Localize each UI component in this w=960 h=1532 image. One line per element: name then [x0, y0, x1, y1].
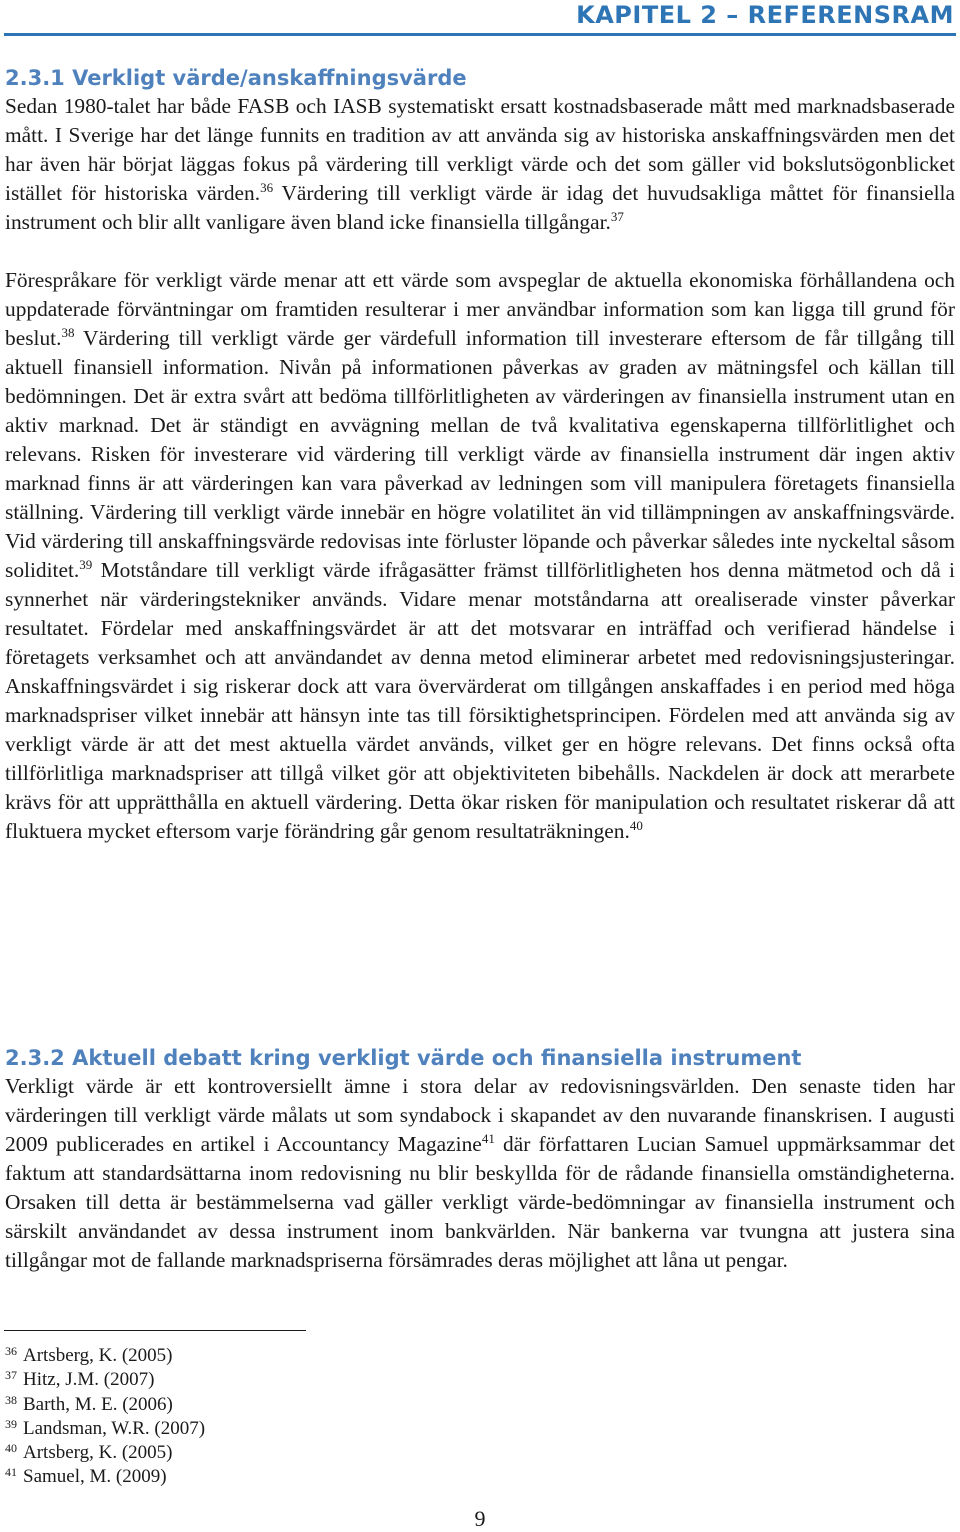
- footnote-item: [5, 1344, 605, 1368]
- paragraph-3: [5, 1072, 955, 1275]
- footnote-ref-38[interactable]: 38: [61, 324, 75, 340]
- footnote-text: Artsberg, K. (2005): [23, 1345, 173, 1366]
- footnote-item: [5, 1368, 605, 1392]
- paragraph-text: där författaren Lucian Samuel uppmärksammar det faktum att standardsättarna inom redovisning nu blir beskyllda för de rådande finansiella omständigheterna. Orsaken till detta är bestämmelserna vad gäller verkligt värde-bedömningar av finansiella instrument och särskilt användandet av dessa instrument inom bankvärlden. När bankerna var tvungna att justera sina tillgångar mot de fallande marknadspriserna försämrades deras möjlighet att låna ut pengar.: [5, 1132, 955, 1272]
- section-2-3-2: [5, 1044, 955, 1275]
- footnote-text: Hitz, J.M. (2007): [23, 1369, 155, 1391]
- footnote-separator: [4, 1330, 306, 1331]
- footnote-ref-40[interactable]: 40: [629, 817, 643, 833]
- paragraph-text: Förespråkare för verkligt värde menar att ett värde som avspeglar de aktuella ekonomiska förhållandena och uppdaterade förväntningar om framtiden resulterar i mer användbar information som kan ligga till grund för beslut.: [5, 268, 955, 350]
- footnote-ref-37[interactable]: 37: [610, 208, 624, 224]
- paragraph-text: Värdering till verkligt värde är idag det huvudsakliga måttet för finansiella instrument och blir allt vanligare även bland icke finansiella tillgångar.: [5, 181, 955, 234]
- header-rule: [4, 33, 956, 36]
- footnote-item: [5, 1465, 605, 1489]
- footnote-number: 37: [5, 1368, 17, 1383]
- footnote-number: 36: [5, 1344, 17, 1358]
- paragraph-text: Värdering till verkligt värde ger värdefull information till investerare eftersom de får tillgång till aktuell finansiell information. Nivån på informationen påverkas av graden av mätningsfel och källan till bedömningen. Det är extra svårt att bedöma tillförlitligheten av värderingen av finansiella instrument utan en aktiv marknad. Det är ständigt en avvägning mellan de två kvalitativa egenskaperna tillförlitlighet och relevans. Risken för investerare vid värdering till verkligt värde av finansiella instrument där ingen aktiv marknad finns är att värderingen kan vara påverkad av ledningen som vill manipulera företagets finansiella ställning. Värdering till verkligt värde innebär en högre volatilitet än vid tillämpningen av anskaffningsvärde. Vid värdering till anskaffningsvärde redovisas inte förluster löpande och påverkar således inte nyckeltal såsom soliditet.: [5, 326, 955, 582]
- footnotes: [5, 1344, 605, 1490]
- footnote-text: Artsberg, K. (2005): [23, 1442, 173, 1464]
- paragraph-text: Sedan 1980-talet har både FASB och IASB systematiskt ersatt kostnadsbaserade mått med marknadsbaserade mått. I Sverige har det länge funnits en tradition av att använda sig av historiska anskaffningsvärden men det har även här börjat läggas fokus på värdering till verkligt värde och det som gäller vid bokslutsögonblicket istället för historiska värden.: [5, 94, 955, 205]
- section-2-3-1: [5, 64, 955, 846]
- section-heading-2-3-2: 2.3.2 Aktuell debatt kring verkligt värde och finansiella instrument: [5, 1046, 802, 1070]
- footnote-number: 39: [5, 1416, 17, 1431]
- paragraph-text: Motståndare till verkligt värde ifrågasätter främst tillförlitligheten hos denna mätmetod och då i synnerhet när värderingstekniker används. Vidare menar motståndarna att orealiserade vinster påverkar resultatet. Fördelar med anskaffningsvärdet är att det motsvarar en inträffad och verifierad händelse i företagets verksamhet och att användandet av denna metod eliminerar arbetet med redovisningsjusteringar. Anskaffningsvärdet i sig riskerar dock att vara övervärderat om tillgången anskaffades i en period med höga marknadspriser vilket innebär att hänsyn inte tas till försiktighetsprincipen. Fördelen med att använda sig av verkligt värde är att det mest aktuella värdet används, vilket ger en högre relevans. Det finns också ofta tillförlitliga marknadspriser att tillgå vilket gör att objektiviteten bibehålls. Nackdelen är dock att merarbete krävs för att upprätthålla en aktuell värdering. Detta ökar risken för manipulation och resultatet riskerar då att fluktuera mycket eftersom varje förändring går genom resultaträkningen.: [5, 558, 955, 843]
- footnote-item: [5, 1417, 605, 1441]
- chapter-header: KAPITEL 2 – REFERENSRAM: [576, 1, 954, 29]
- footnote-text: Barth, M. E. (2006): [23, 1393, 173, 1415]
- footnote-text: Samuel, M. (2009): [23, 1466, 167, 1488]
- footnote-ref-39[interactable]: 39: [79, 556, 93, 572]
- footnote-number: 40: [5, 1441, 17, 1456]
- paragraph-spacer: [5, 237, 955, 266]
- footnote-ref-36[interactable]: 36: [260, 179, 274, 195]
- paragraph-1: [5, 92, 955, 237]
- paragraph-2: [5, 266, 955, 846]
- section-heading-2-3-1: 2.3.1 Verkligt värde/anskaffningsvärde: [5, 66, 467, 90]
- footnote-number: 41: [5, 1465, 17, 1480]
- page-number: 9: [474, 1506, 486, 1531]
- footnote-ref-41[interactable]: 41: [481, 1130, 495, 1146]
- footnote-number: 38: [5, 1392, 17, 1407]
- footnote-text: Landsman, W.R. (2007): [23, 1417, 206, 1439]
- footnote-item: [5, 1441, 605, 1465]
- footnote-item: [5, 1393, 605, 1417]
- paragraph-text: Verkligt värde är ett kontroversiellt ämne i stora delar av redovisningsvärlden. Den senaste tiden har värderingen till verkligt värde målats ut som syndabock i skapandet av den nuvarande finanskrisen. I augusti 2009 publicerades en artikel i Accountancy Magazine: [5, 1074, 955, 1156]
